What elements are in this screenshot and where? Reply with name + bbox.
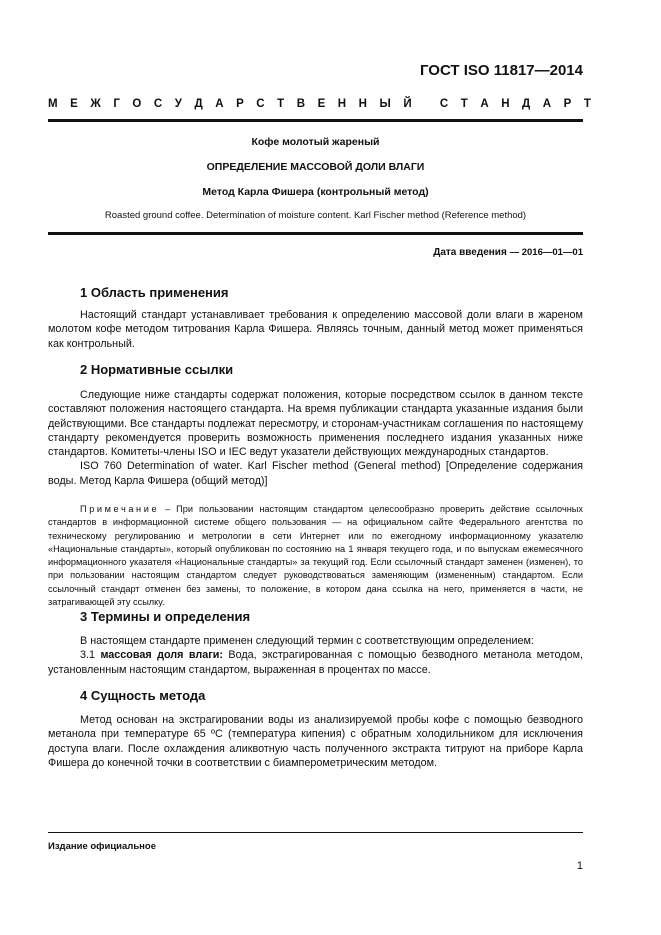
term-definition (48, 648, 583, 677)
category-letter: Н (358, 98, 367, 110)
category-letter (424, 98, 427, 110)
term-number: 3.1 (80, 649, 101, 662)
intro-date-label: Дата введения (433, 247, 507, 258)
category-letter: Т (277, 98, 285, 110)
category-letter: Е (70, 98, 78, 110)
intro-date (433, 247, 583, 258)
category-letter: Ж (90, 98, 101, 110)
category-letter: Т (460, 98, 468, 110)
section-3-body (48, 634, 583, 677)
title-rule (48, 232, 583, 235)
category-letter: М (48, 98, 58, 110)
note-label: Примечание (80, 504, 160, 514)
section-3-heading: 3 Термины и определения (80, 609, 251, 624)
section-4-text: Метод основан на экстрагировании воды из анализируемой пробы кофе с помощью безводного метанола при температуре 65 ºС (температура кипения) с обратным холодильником для исключения доступа влаги. После охлаждения аликвотную часть полученного экстракта титруют на приборе Карла Фишера до конечной точки в соответствии с биамперометрическим методом. (48, 714, 583, 769)
category-letter: Д (522, 98, 531, 110)
category-letter: О (132, 98, 142, 110)
category-letter: Р (563, 98, 572, 110)
category-letter: Н (501, 98, 510, 110)
category-letter: С (256, 98, 265, 110)
category-letter: А (480, 98, 489, 110)
category-letter: Ы (379, 98, 391, 110)
section-2-paragraph-2: ISO 760 Determination of water. Karl Fischer method (General method) [Определение содержания воды. Метод Карла Фишера (общий метод)] (48, 460, 583, 487)
category-letter: А (215, 98, 224, 110)
title-english: Roasted ground coffee. Determination of moisture content. Karl Fischer method (Reference method) (104, 210, 527, 221)
category-letter: Й (403, 98, 412, 110)
category-letter: Е (317, 98, 326, 110)
standard-category (48, 98, 591, 110)
term-name: массовая доля влаги: (100, 649, 223, 662)
section-3-paragraph-1: В настоящем стандарте применен следующий термин с соответствующим определением: (80, 635, 534, 647)
category-letter: С (153, 98, 163, 110)
category-letter: Р (236, 98, 244, 110)
edition-label: Издание официальное (48, 841, 156, 852)
section-2-note (48, 503, 583, 609)
category-letter: Н (337, 98, 347, 110)
category-letter: Д (194, 98, 203, 110)
category-letter: С (439, 98, 449, 110)
note-text: – При пользовании настоящим стандартом целесообразно проверить действие ссылочных стандартов в информационной системе общего пользования — на официальном сайте Федерального агентства по техническому регулированию и метрологии в сети Интернет или по ежегодному информационному указателю «Национальные стандарты», который опубликован по состоянию на 1 января текущего года, и по выпускам ежемесячного информационного указателя «Национальные стандарты» за текущий год. Если ссылочный стандарт заменен (изменен), то при пользовании настоящим стандартом следует руководствоваться заменяющим (измененным) стандартом. Если ссылочный стандарт отменен без замены, то положение, в котором дана ссылка на него, применяется в части, не затрагивающей эту ссылку. (48, 504, 583, 608)
footer-rule (48, 832, 583, 833)
title-line3: Метод Карла Фишера (контрольный метод) (202, 186, 429, 198)
standard-number: ГОСТ ISO 11817—2014 (419, 62, 583, 79)
intro-date-value: — 2016—01—01 (509, 247, 583, 258)
title-line2: ОПРЕДЕЛЕНИЕ МАССОВОЙ ДОЛИ ВЛАГИ (206, 161, 425, 173)
category-letter: У (174, 98, 182, 110)
section-1-text: Настоящий стандарт устанавливает требования к определению массовой доли влаги в жареном молотом кофе методом титрования Карла Фишера. Являясь точным, данный метод может применяться как контрольный. (48, 309, 583, 350)
section-2-body (48, 388, 583, 488)
title-line1: Кофе молотый жареный (251, 136, 380, 148)
page-number: 1 (576, 860, 583, 872)
header-rule (48, 119, 583, 122)
section-4-heading: 4 Сущность метода (80, 688, 206, 703)
category-letter: Т (583, 98, 591, 110)
section-2-paragraph-1: Следующие ниже стандарты содержат положения, которые посредством ссылок в данном тексте составляют положения настоящего стандарта. На время публикации стандарта указанные издания были действующими. Все стандарты подлежат пересмотру, и сторонам-участникам соглашения по настоящему стандарту рекомендуется проверить возможность применения последнего издания указанных ниже стандартов. Комитеты-члены ISO и IEC ведут указатели действующих международных стандартов. (48, 389, 583, 459)
section-2-heading: 2 Нормативные ссылки (80, 362, 234, 377)
section-1-heading: 1 Область применения (80, 285, 229, 300)
section-4-body (48, 713, 583, 770)
category-letter: Г (113, 98, 120, 110)
term-definition-text: Вода, экстрагированная с помощью безводного метанола методом, установленным настоящим стандартом, выраженная в процентах по массе. (48, 649, 584, 676)
category-letter: В (296, 98, 306, 110)
section-1-body (48, 308, 583, 351)
category-letter: А (542, 98, 552, 110)
